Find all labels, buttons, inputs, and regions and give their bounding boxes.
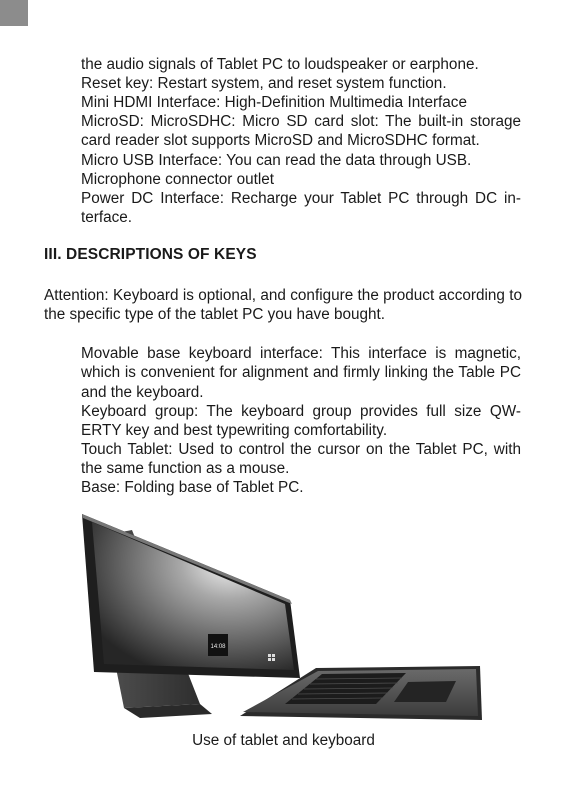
page-corner-tab — [0, 0, 28, 26]
list-item-audio: the audio signals of Tablet PC to loudspeaker or earphone. — [81, 56, 479, 73]
tablet-keyboard-illustration — [80, 508, 490, 728]
list-item-movable-base: Movable base keyboard interface: This interface is magnetic, which is convenient for alignment and firmly linking the Table PC and the keyboard. — [81, 345, 521, 401]
list-item-power-dc: Power DC Interface: Recharge your Tablet PC through DC in-terface. — [81, 190, 521, 227]
tablet — [82, 514, 300, 678]
list-item-mini-hdmi: Mini HDMI Interface: High-Definition Multimedia Interface — [81, 94, 467, 111]
section-heading: III. DESCRIPTIONS OF KEYS — [44, 246, 257, 263]
list-item-microsd: MicroSD: MicroSDHC: Micro SD card slot: The built-in storage card reader slot supports MicroSD and MicroSDHC format. — [81, 113, 521, 150]
figure-caption: Use of tablet and keyboard — [192, 732, 375, 749]
list-item-microphone: Microphone connector outlet — [81, 171, 275, 188]
list-item-touch-tablet: Touch Tablet: Used to control the cursor on the Tablet PC, with the same function as a mouse. — [81, 441, 521, 478]
list-item-micro-usb: Micro USB Interface: You can read the data through USB. — [81, 152, 472, 169]
list-item-keyboard-group: Keyboard group: The keyboard group provides full size QW-ERTY key and best typewriting comfortability. — [81, 403, 521, 440]
list-item-base: Base: Folding base of Tablet PC. — [81, 479, 304, 496]
attention-note: Attention: Keyboard is optional, and configure the product according to the specific type of the tablet PC you have bought. — [44, 287, 522, 324]
list-item-reset-key: Reset key: Restart system, and reset system function. — [81, 75, 447, 92]
screen-clock: 14:08 — [210, 644, 226, 650]
